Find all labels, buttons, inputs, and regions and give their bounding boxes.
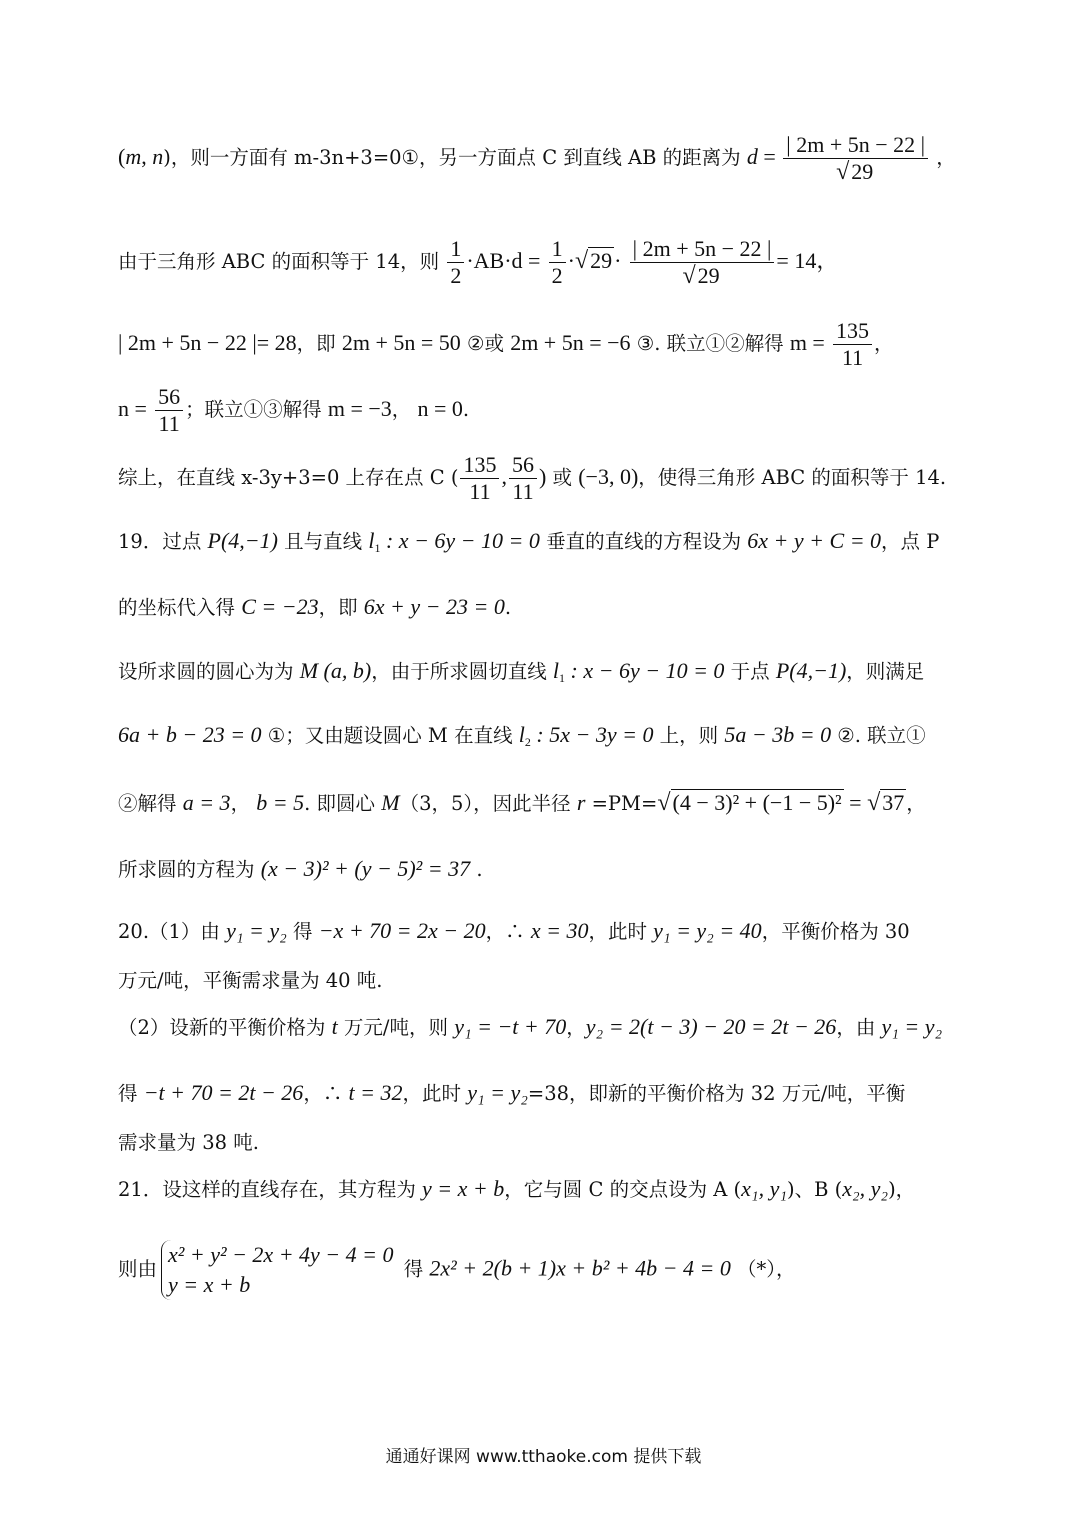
text: )，: [888, 1178, 916, 1201]
text: 得: [286, 920, 319, 943]
math: a = 3: [182, 790, 231, 815]
text: ，此时: [402, 1082, 468, 1105]
text-line-10: [118, 790, 978, 817]
math: =: [757, 144, 782, 169]
text: 的坐标代入得: [118, 596, 242, 619]
text-line-12: [118, 918, 978, 945]
page-footer: 通通好课网 www.tthaoke.com 提供下载: [385, 1447, 702, 1467]
text: ，由: [836, 1016, 882, 1039]
text: ，它与圆 C 的交点设为 A (: [504, 1178, 742, 1201]
math: ·: [567, 248, 575, 273]
text: ②或: [460, 332, 511, 355]
math: ,: [501, 464, 507, 489]
text: （*），: [730, 1257, 796, 1281]
math: n =: [118, 396, 147, 421]
text: ，由于所求圆切直线: [371, 660, 553, 683]
fraction-numerator: | 2m + 5n − 22 |: [630, 236, 775, 263]
math: : x − 6y − 10 = 0: [565, 658, 725, 683]
text: ②. 联立①: [831, 724, 926, 747]
math: C = −23: [241, 594, 319, 619]
math: (−3, 0): [578, 464, 639, 489]
sqrt-argument: (4 − 3)² + (−1 − 5)²: [672, 790, 842, 815]
text: =PM=: [585, 792, 658, 815]
math: 6a + b − 23 = 0: [118, 722, 262, 747]
sqrt: √37: [867, 790, 905, 816]
text: ；联立①③解得: [185, 398, 328, 421]
math: | 2m + 5n − 22 |= 28: [118, 330, 297, 355]
text: 于点: [724, 660, 776, 683]
fraction-numerator: 135: [460, 452, 499, 479]
fraction-numerator: | 2m + 5n − 22 |: [783, 132, 928, 159]
text: 垂直的直线的方程设为: [539, 530, 748, 553]
text: =38，即新的平衡价格为 32 万元/吨，平衡: [527, 1082, 906, 1105]
sqrt-argument: 29: [590, 248, 613, 273]
fraction-denominator: 11: [469, 479, 491, 504]
text: ②解得: [118, 792, 183, 815]
math: n = 0: [417, 396, 463, 421]
text: 所求圆的方程为: [118, 858, 261, 881]
text: ③. 联立①②解得: [630, 332, 790, 355]
math: x₁, y₁: [741, 1176, 787, 1201]
math-var: r: [576, 790, 586, 815]
text-line-9: [118, 722, 978, 755]
text: ，: [906, 792, 926, 815]
math: −x + 70 = 2x − 20: [318, 918, 486, 943]
sqrt: √29: [574, 248, 613, 274]
math: ,: [141, 144, 153, 169]
text: 且与直线: [277, 530, 369, 553]
math: (: [118, 144, 126, 169]
text: 上，则: [653, 724, 725, 747]
math: y₁ = y₂: [881, 1014, 943, 1039]
text-line-18: [118, 1240, 978, 1300]
math: y₁ = −t + 70: [454, 1014, 567, 1039]
text-line-1: [118, 132, 978, 185]
n-fraction: [155, 384, 183, 437]
text: 21．设这样的直线存在，其方程为: [118, 1178, 423, 1201]
area-fraction: $\frac{| 2m + 5n - 22 |}{√29}$: [630, 236, 775, 289]
subscript: 1: [374, 541, 381, 555]
text: 万元/吨，平衡需求量为 40 吨.: [118, 969, 383, 992]
math-var: d: [746, 144, 758, 169]
text-line-2: [118, 236, 978, 289]
math: =: [843, 790, 868, 815]
math: m =: [789, 330, 825, 355]
half-fraction: [549, 236, 566, 289]
math: 6x + y + C = 0: [747, 528, 882, 553]
system-row-2: y = x + b: [168, 1272, 251, 1297]
math: P(4,−1): [207, 528, 278, 553]
text: )、B (: [786, 1178, 843, 1201]
equation-system: [161, 1240, 393, 1300]
text: ，平衡价格为 30: [761, 920, 910, 943]
text: ，点 P: [881, 530, 940, 553]
text-line-6: [118, 528, 978, 561]
math: y₁ = y₂ = 40: [653, 918, 762, 943]
math: y = x + b: [422, 1176, 505, 1201]
text: （3，5），因此半径: [399, 792, 577, 815]
text: ，: [936, 146, 956, 169]
fraction-numerator: 56: [509, 452, 537, 479]
distance-fraction: $\frac{| 2m + 5n - 22 |}{√29}$: [783, 132, 928, 185]
text: ，则满足: [846, 660, 925, 683]
math: y₂ = 2(t − 3) − 20 = 2t − 26: [585, 1014, 837, 1039]
text: 得: [118, 1082, 144, 1105]
text: 20.（1）由: [118, 920, 227, 943]
math: 2m + 5n = −6: [510, 330, 631, 355]
text: ，即: [318, 596, 364, 619]
text-line-3: [118, 318, 978, 371]
text: 万元/吨，则: [337, 1016, 455, 1039]
text-line-8: [118, 658, 978, 691]
math-var: l: [368, 528, 375, 553]
text: .: [470, 858, 483, 881]
text: 则由: [118, 1257, 158, 1281]
fraction-numerator: 135: [833, 318, 872, 345]
math: b = 5: [256, 790, 305, 815]
text: ，此时: [588, 920, 654, 943]
math: P(4,−1): [775, 658, 847, 683]
text-line-11: [118, 856, 978, 883]
text: .: [462, 398, 470, 421]
math-var: l: [518, 722, 525, 747]
half-fraction: [447, 236, 464, 289]
sqrt-argument: 29: [851, 159, 874, 184]
text-line-4: [118, 384, 978, 437]
text: ，∴: [485, 920, 531, 943]
fraction-numerator: 56: [155, 384, 183, 411]
math: 5a − 3b = 0: [724, 722, 832, 747]
math: : x − 6y − 10 = 0: [380, 528, 540, 553]
text-line-5: [118, 452, 978, 505]
text: . 即圆心: [304, 792, 382, 815]
math: x = 30: [530, 918, 589, 943]
text: .: [504, 596, 512, 619]
math: 2x² + 2(b + 1)x + b² + 4b − 4 = 0: [429, 1255, 731, 1281]
math: (x − 3)² + (y − 5)² = 37: [260, 856, 471, 881]
fraction-numerator: 1: [549, 236, 566, 263]
math: 2m + 5n = 50: [341, 330, 461, 355]
text: ，: [874, 332, 894, 355]
math: t = 32: [348, 1080, 403, 1105]
fraction-denominator: 2: [450, 263, 462, 288]
text: )，则一方面有 m-3n+3=0①，另一方面点 C 到直线 AB 的距离为: [163, 146, 747, 169]
math: ·: [614, 248, 622, 273]
math: M (a, b): [299, 658, 372, 683]
text-line-7: [118, 594, 978, 621]
text: 综上，在直线 x-3y+3=0 上存在点 C (: [118, 466, 459, 489]
radius-sqrt: √(4 − 3)² + (−1 − 5)²: [657, 790, 842, 816]
text: ，使得三角形 ABC 的面积等于 14.: [638, 466, 947, 489]
text: ，: [566, 1016, 586, 1039]
sqrt-argument: 29: [697, 263, 720, 288]
text: 或: [546, 466, 579, 489]
math: x₂, y₂: [842, 1176, 889, 1201]
math: ): [538, 464, 547, 489]
x-fraction: [460, 452, 499, 505]
math: ·AB·d =: [466, 248, 541, 273]
fraction-denominator: 2: [551, 263, 563, 288]
system-row-1: x² + y² − 2x + 4y − 4 = 0: [168, 1242, 394, 1267]
fraction-denominator: 11: [841, 345, 864, 370]
text: ①；又由题设圆心 M 在直线: [261, 724, 519, 747]
math: y₁ = y₂: [467, 1080, 528, 1105]
fraction-denominator: 11: [158, 411, 180, 436]
text-line-17: [118, 1176, 978, 1203]
sqrt-argument: 37: [882, 790, 905, 815]
text-line-14: [118, 1014, 978, 1041]
text: 得: [397, 1257, 430, 1281]
text: 由于三角形 ABC 的面积等于 14，则: [118, 250, 446, 273]
text: ，即: [296, 332, 342, 355]
math: m = −3: [327, 396, 392, 421]
fraction-denominator: 11: [512, 479, 534, 504]
math: 6x + y − 23 = 0: [363, 594, 505, 619]
math-var: l: [552, 658, 560, 683]
text-line-15: [118, 1080, 978, 1107]
text: （2）设新的平衡价格为: [118, 1016, 332, 1039]
subscript: 2: [524, 735, 531, 749]
math: y₁ = y₂: [226, 918, 287, 943]
text-line-13: [118, 968, 978, 994]
text: ，: [391, 398, 418, 421]
text: ，∴: [303, 1082, 349, 1105]
text-line-16: [118, 1130, 978, 1156]
math-var: m: [125, 144, 142, 169]
math: = 14，: [776, 248, 839, 273]
subscript: 1: [559, 671, 566, 685]
text: 设所求圆的圆心为为: [118, 660, 300, 683]
math-var: M: [381, 790, 400, 815]
math: : 5x − 3y = 0: [530, 722, 654, 747]
math-var: n: [152, 144, 164, 169]
text: 需求量为 38 吨.: [118, 1131, 259, 1154]
text: 19．过点: [118, 530, 208, 553]
m-fraction: [833, 318, 872, 371]
math-var: t: [331, 1014, 338, 1039]
y-fraction: [509, 452, 537, 505]
fraction-numerator: 1: [447, 236, 464, 263]
math: −t + 70 = 2t − 26: [143, 1080, 304, 1105]
text: ，: [230, 792, 257, 815]
